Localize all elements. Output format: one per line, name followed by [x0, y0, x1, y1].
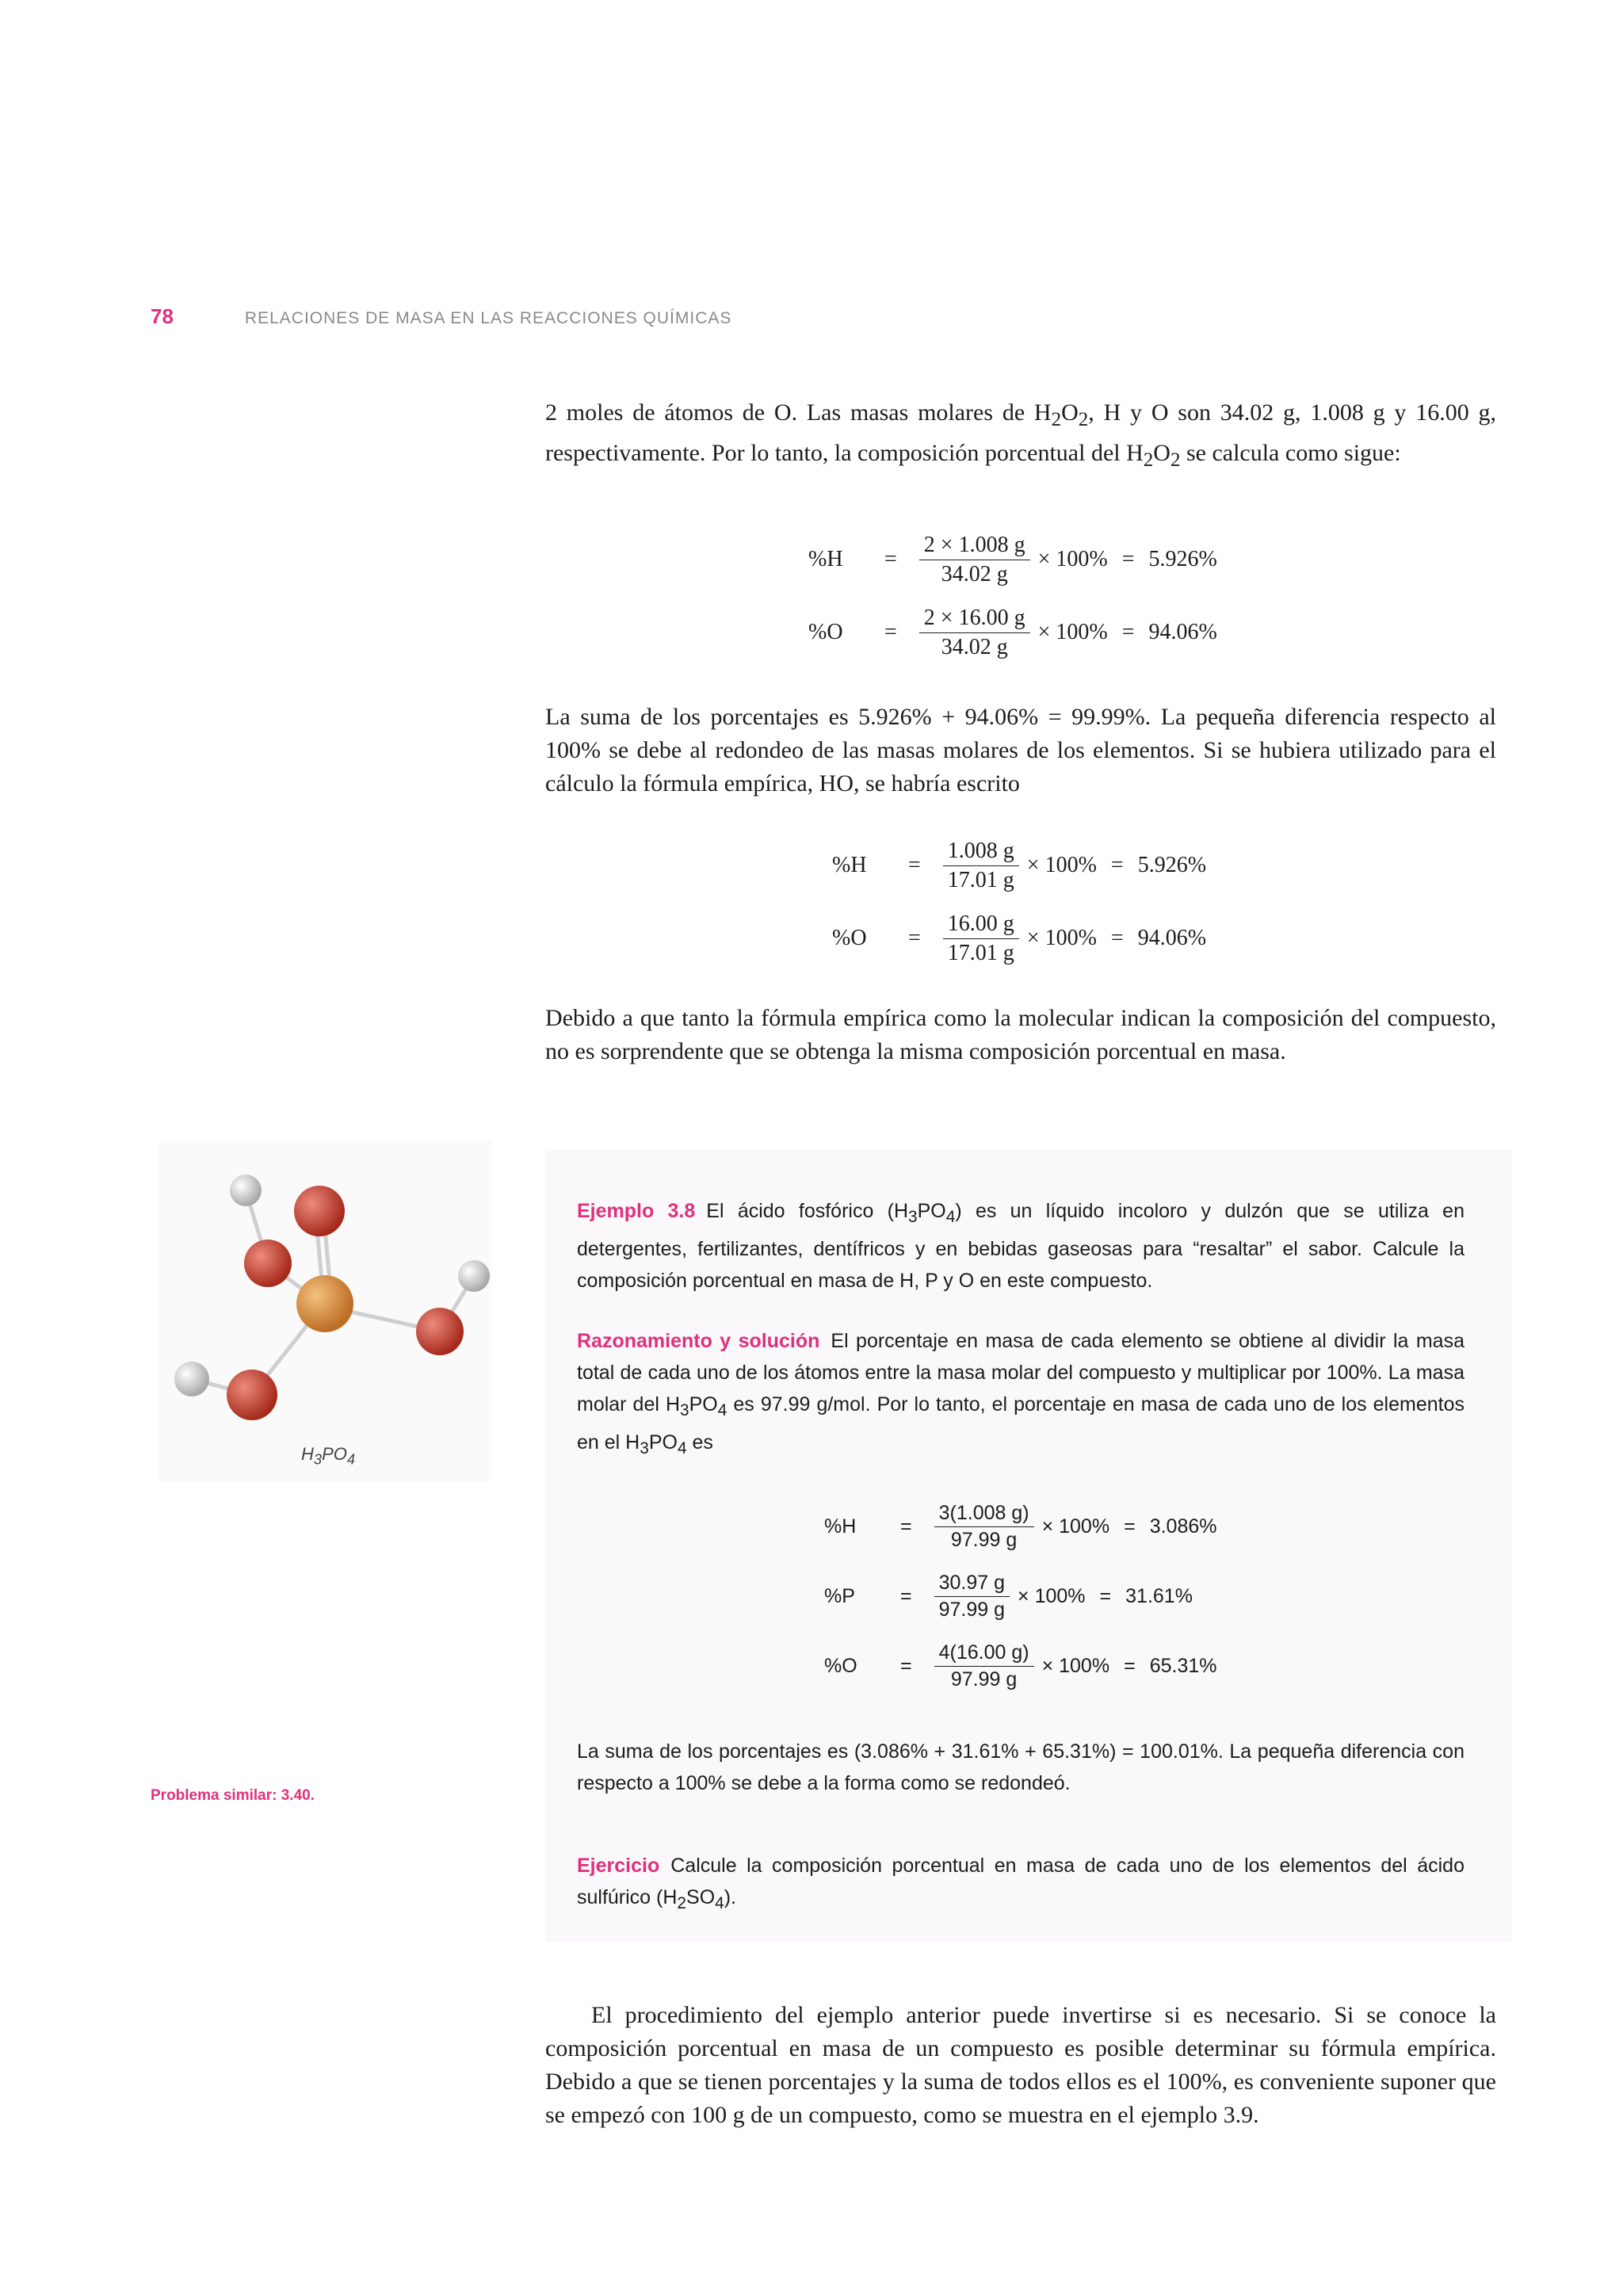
fraction: $\frac{2 \times 16.00 g}{34.02 g}$: [919, 606, 1030, 660]
page-header: [151, 304, 731, 329]
equation-row: %H = $\frac{1.008 g}{17.01 g}$ × 100% = 5.926%: [832, 838, 1207, 892]
exercise-paragraph: Ejercicio Calcule la composición porcentual en masa de cada uno de los elementos del ácido sulfúrico $(H_2SO_4)$.: [577, 1855, 1465, 1912]
fraction: $\frac{2 \times 1.008 g}{34.02 g}$: [919, 533, 1030, 587]
page-number: 78: [151, 304, 174, 328]
hydrogen-atom: [230, 1175, 262, 1206]
phosphoric-acid-molecule-figure: [166, 1165, 499, 1450]
equation-row: %H = $\frac{2 \times 1.008 g}{34.02 g}$ × 100% = 5.926%: [808, 532, 1217, 586]
fraction: $\frac{3(1.008 g)}{97.99 g}$: [934, 1502, 1034, 1552]
hydrogen-atom: [174, 1362, 209, 1396]
equation-block-1: [808, 523, 1217, 669]
equation-row: %O = $\frac{2 \times 16.00 g}{34.02 g}$ × 100% = 94.06%: [808, 605, 1217, 659]
final-paragraph: El procedimiento del ejemplo anterior puede invertirse si es necesario. Si se conoce la composición porcentual en masa de un compuesto es posible determinar su fórmula empírica. Debido a que se tienen porcentajes y la suma de todos ellos es el 100%, es conveniente suponer que se empezó con 100 g de un compuesto, como se muestra en el ejemplo 3.9.: [545, 2002, 1496, 2128]
fraction: $\frac{4(16.00 g)}{97.99 g}$: [934, 1641, 1034, 1691]
similar-problem-note: Problema similar: 3.40.: [151, 1787, 315, 1804]
intro-paragraph: 2 moles de átomos de O. Las masas molares de $H_2O_2$, H y O son 34.02 g, 1.008 g y 16.00 g, respectivamente. Por lo tanto, la composición porcentual del $H_2O_2$ se calcula como sigue:: [545, 399, 1496, 471]
equation-block-2: [832, 829, 1206, 975]
reasoning-label: Razonamiento y solución: [577, 1330, 820, 1352]
example-statement: Ejemplo 3.8 El ácido fosfórico $(H_3PO_4)$ es un líquido incoloro y dulzón que se utiliza en detergentes, fertilizantes, dentífricos y en bebidas gaseosas para “resaltar” el sabor. Calcule la composición porcentual en masa de H, P y O en este compuesto.: [577, 1200, 1465, 1292]
fraction: $\frac{30.97 g}{97.99 g}$: [934, 1572, 1010, 1622]
equation-row: %H = $\frac{3(1.008 g)}{97.99 g}$ × 100% = 3.086%: [824, 1501, 1217, 1551]
running-head: RELACIONES DE MASA EN LAS REACCIONES QUÍMICAS: [244, 309, 732, 327]
sum-paragraph: La suma de los porcentajes es 5.926% + 94.06% = 99.99%. La pequeña diferencia respecto al 100% se debe al redondeo de las masas molares de los elementos. Si se hubiera utilizado para el cálculo la fórmula empírica, HO, se habría escrito: [545, 704, 1496, 797]
equation-row: %P = $\frac{30.97 g}{97.99 g}$ × 100% = 31.61%: [824, 1571, 1193, 1621]
phosphorus-atom: [296, 1275, 353, 1332]
equation-row: %O = $\frac{16.00 g}{17.01 g}$ × 100% = 94.06%: [832, 911, 1207, 965]
reasoning-paragraph: Razonamiento y solución El porcentaje en masa de cada elemento se obtiene al dividir la masa total de cada uno de los átomos entre la masa molar del compuesto y multiplicar por 100%. La masa molar del $H_3PO_4$ es 97.99 g/mol. Por lo tanto, el porcentaje en masa de cada uno de los elementos en el $H_3PO_4$ es: [577, 1330, 1465, 1457]
oxygen-atom: [294, 1186, 345, 1236]
conclusion-paragraph: Debido a que tanto la fórmula empírica como la molecular indican la composición del compuesto, no es sorprendente que se obtenga la misma composición porcentual en masa.: [545, 1005, 1496, 1064]
fraction: $\frac{1.008 g}{17.01 g}$: [943, 839, 1019, 893]
example-label: Ejemplo 3.8: [577, 1200, 696, 1222]
molecule-caption: $H_3PO_4$: [301, 1444, 356, 1468]
hydrogen-atom: [458, 1260, 490, 1292]
sum-check-paragraph: La suma de los porcentajes es (3.086% + 31.61% + 65.31%) = 100.01%. La pequeña diferencia con respecto a 100% se debe a la forma como se redondeó.: [577, 1740, 1465, 1794]
oxygen-atom: [244, 1240, 292, 1287]
exercise-label: Ejercicio: [577, 1855, 660, 1877]
fraction: $\frac{16.00 g}{17.01 g}$: [943, 911, 1019, 966]
equation-block-3: [824, 1492, 1216, 1701]
equation-row: %O = $\frac{4(16.00 g)}{97.99 g}$ × 100% = 65.31%: [824, 1641, 1217, 1690]
oxygen-atom: [416, 1308, 464, 1355]
oxygen-atom: [227, 1370, 277, 1420]
